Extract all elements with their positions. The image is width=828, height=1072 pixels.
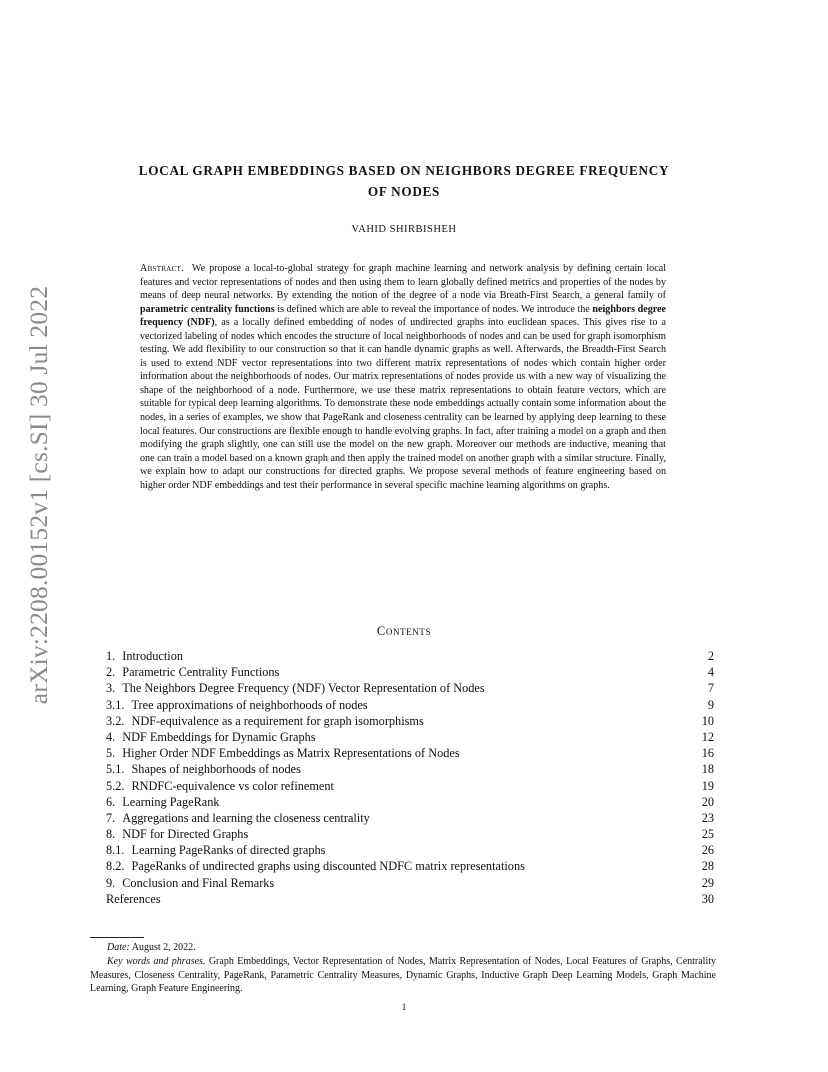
toc-entry-title: Learning PageRanks of directed graphs: [131, 843, 326, 858]
toc-entry[interactable]: [106, 875, 714, 891]
toc-entry-title: Learning PageRank: [122, 794, 220, 809]
toc-entry[interactable]: [106, 842, 714, 858]
toc-entry-number: 6.: [106, 794, 116, 809]
toc-entry-page: 4: [707, 665, 714, 680]
toc-entry-page: 28: [701, 859, 714, 874]
toc-entry-number: 1.: [106, 649, 116, 663]
toc-entry-page: 7: [707, 681, 714, 696]
abstract-text-1: We propose a local-to-global strategy for graph machine learning and network analysis by defining certain local features and vector representations of nodes and then using them to learn globally defined metrics and properties of the nodes by means of deep neural networks. By extending the notion of the degree of a node via Breath-First Search, a general family of: [140, 263, 666, 302]
toc-entry-title: References: [106, 891, 161, 906]
toc-entry-title: RNDFC-equivalence vs color refinement: [131, 778, 334, 793]
toc-entry-number: 3.1.: [106, 697, 125, 712]
toc-entry[interactable]: [106, 697, 714, 713]
toc-entry-page: 26: [701, 843, 714, 858]
abstract-bold-term-2: neighbors degree frequency (NDF): [140, 303, 666, 329]
toc-entry[interactable]: [106, 745, 714, 761]
toc-entry[interactable]: [106, 713, 714, 729]
toc-entry-number: 5.: [106, 746, 116, 761]
abstract-text-3: , as a locally defined embedding of nodes of undirected graphs into euclidean spaces. This gives rise to a vectorized labeling of nodes which encodes the structure of local neighborhoods of nodes and can be used for graph isomorphism testing. We add flexibility to our construction so that it can handle dynamic graphs as well. Afterwards, the Breadth-First Search is used to extend NDF vector representations into two different matrix representations of nodes which contain higher order information about the neighborhoods of nodes. Our matrix representations of nodes provide us with a new way of visualizing the shape of the neighborhood of a node. Furthermore, we use these matrix representations to obtain feature vectors, which are suitable for typical deep learning algorithms. To demonstrate these node embeddings actually contain some information about the nodes, in a series of examples, we show that PageRank and closeness centrality can be learned by applying deep learning to these local features. Our constructions are flexible enough to handle evolving graphs. In fact, after training a model on a graph and then modifying the graph slightly, one can still use the model on the new graph. Moreover our methods are inductive, meaning that one can train a model based on a known graph and then apply the trained model on another graph with a similar structure. Finally, we explain how to adapt our constructions for directed graphs. We propose several methods of feature engineering based on higher order NDF embeddings and test their performance in several specific machine learning algorithms on graphs.: [140, 317, 666, 491]
arxiv-watermark: [18, 285, 60, 705]
toc-entry-title: PageRanks of undirected graphs using discounted NDFC matrix representations: [131, 859, 525, 874]
paper-title-line-2: OF NODES: [367, 184, 441, 199]
page-number: 1: [401, 1003, 407, 1013]
toc-entry-number: 3.2.: [106, 713, 125, 728]
toc-entry-page: 18: [701, 762, 714, 777]
footnote-date-label: Date:: [107, 942, 130, 953]
table-of-contents: [106, 648, 714, 907]
toc-entry-title: The Neighbors Degree Frequency (NDF) Vector Representation of Nodes: [122, 681, 485, 696]
footnote-date: [90, 941, 716, 955]
abstract-bold-term-1: parametric centrality functions: [140, 303, 275, 315]
footnote-keywords: [90, 955, 716, 996]
toc-entry[interactable]: [106, 794, 714, 810]
toc-entry-number: 7.: [106, 810, 116, 825]
toc-entry[interactable]: [106, 826, 714, 842]
toc-entry-number: 4.: [106, 729, 116, 744]
toc-entry-number: 8.2.: [106, 859, 125, 874]
toc-entry[interactable]: [106, 858, 714, 874]
toc-entry[interactable]: [106, 778, 714, 794]
abstract-text-2: is defined which are able to reveal the importance of nodes. We introduce the: [277, 303, 590, 315]
toc-entry-title: Higher Order NDF Embeddings as Matrix Representations of Nodes: [122, 746, 460, 761]
paper-title-line-1: LOCAL GRAPH EMBEDDINGS BASED ON NEIGHBORS DEGREE FREQUENCY: [138, 163, 670, 178]
toc-entry-page: 9: [707, 697, 714, 712]
arxiv-watermark-text: arXiv:2208.00152v1 [cs.SI] 30 Jul 2022: [24, 285, 53, 705]
toc-entry-page: 25: [701, 827, 714, 842]
abstract: [140, 262, 666, 492]
toc-entry-page: 19: [701, 778, 714, 793]
toc-entry-title: Parametric Centrality Functions: [122, 665, 280, 680]
toc-entry-title: NDF Embeddings for Dynamic Graphs: [122, 729, 316, 744]
toc-entry-page: 20: [701, 794, 714, 809]
toc-entry-number: 8.1.: [106, 843, 125, 858]
paper-author: VAHID SHIRBISHEH: [351, 224, 457, 235]
toc-entry-title: NDF for Directed Graphs: [122, 827, 249, 842]
toc-entry-number: 8.: [106, 827, 116, 842]
toc-entry-title: NDF-equivalence as a requirement for graph isomorphisms: [131, 713, 424, 728]
abstract-heading: Abstract.: [140, 263, 185, 274]
contents-heading: Contents: [376, 624, 432, 638]
toc-entry-title: Shapes of neighborhoods of nodes: [131, 762, 301, 777]
toc-entry-page: 12: [701, 729, 714, 744]
toc-entry[interactable]: [106, 761, 714, 777]
toc-entry-number: 2.: [106, 665, 116, 680]
toc-entry[interactable]: [106, 729, 714, 745]
toc-entry-title: Tree approximations of neighborhoods of nodes: [131, 697, 368, 712]
toc-entry-number: 3.: [106, 681, 116, 696]
toc-entry-page: 30: [701, 891, 714, 906]
footnote-keywords-label: Key words and phrases.: [107, 955, 206, 967]
footnote-keywords-value: Graph Embeddings, Vector Representation of Nodes, Matrix Representation of Nodes, Local Features of Graphs, Centrality Measures, Closeness Centrality, PageRank, Parametric Centrality Measures, Dynamic Graphs, Inductive Graph Deep Learning Models, Graph Machine Learning, Graph Feature Engineering.: [90, 955, 717, 995]
toc-entry-number: 9.: [106, 875, 116, 890]
toc-entry-title: Aggregations and learning the closeness centrality: [122, 810, 370, 825]
toc-entry-page: 29: [701, 875, 714, 890]
footnotes: [90, 941, 716, 996]
footnote-rule: [90, 937, 144, 938]
toc-entry-page: 23: [701, 810, 714, 825]
paper-title: [90, 160, 718, 202]
toc-entry-title: Conclusion and Final Remarks: [122, 875, 275, 890]
toc-entry[interactable]: [106, 680, 714, 696]
toc-entry-number: 5.1.: [106, 762, 125, 777]
toc-entry[interactable]: [106, 810, 714, 826]
toc-entry-page: 2: [707, 649, 714, 663]
toc-entry-page: 10: [701, 713, 714, 728]
footnote-date-value: August 2, 2022.: [131, 942, 196, 953]
toc-entry-title: Introduction: [122, 649, 184, 663]
toc-entry-number: 5.2.: [106, 778, 125, 793]
toc-entry[interactable]: [106, 891, 714, 907]
toc-entry-page: 16: [701, 746, 714, 761]
toc-entry[interactable]: [106, 648, 714, 664]
toc-entry[interactable]: [106, 664, 714, 680]
